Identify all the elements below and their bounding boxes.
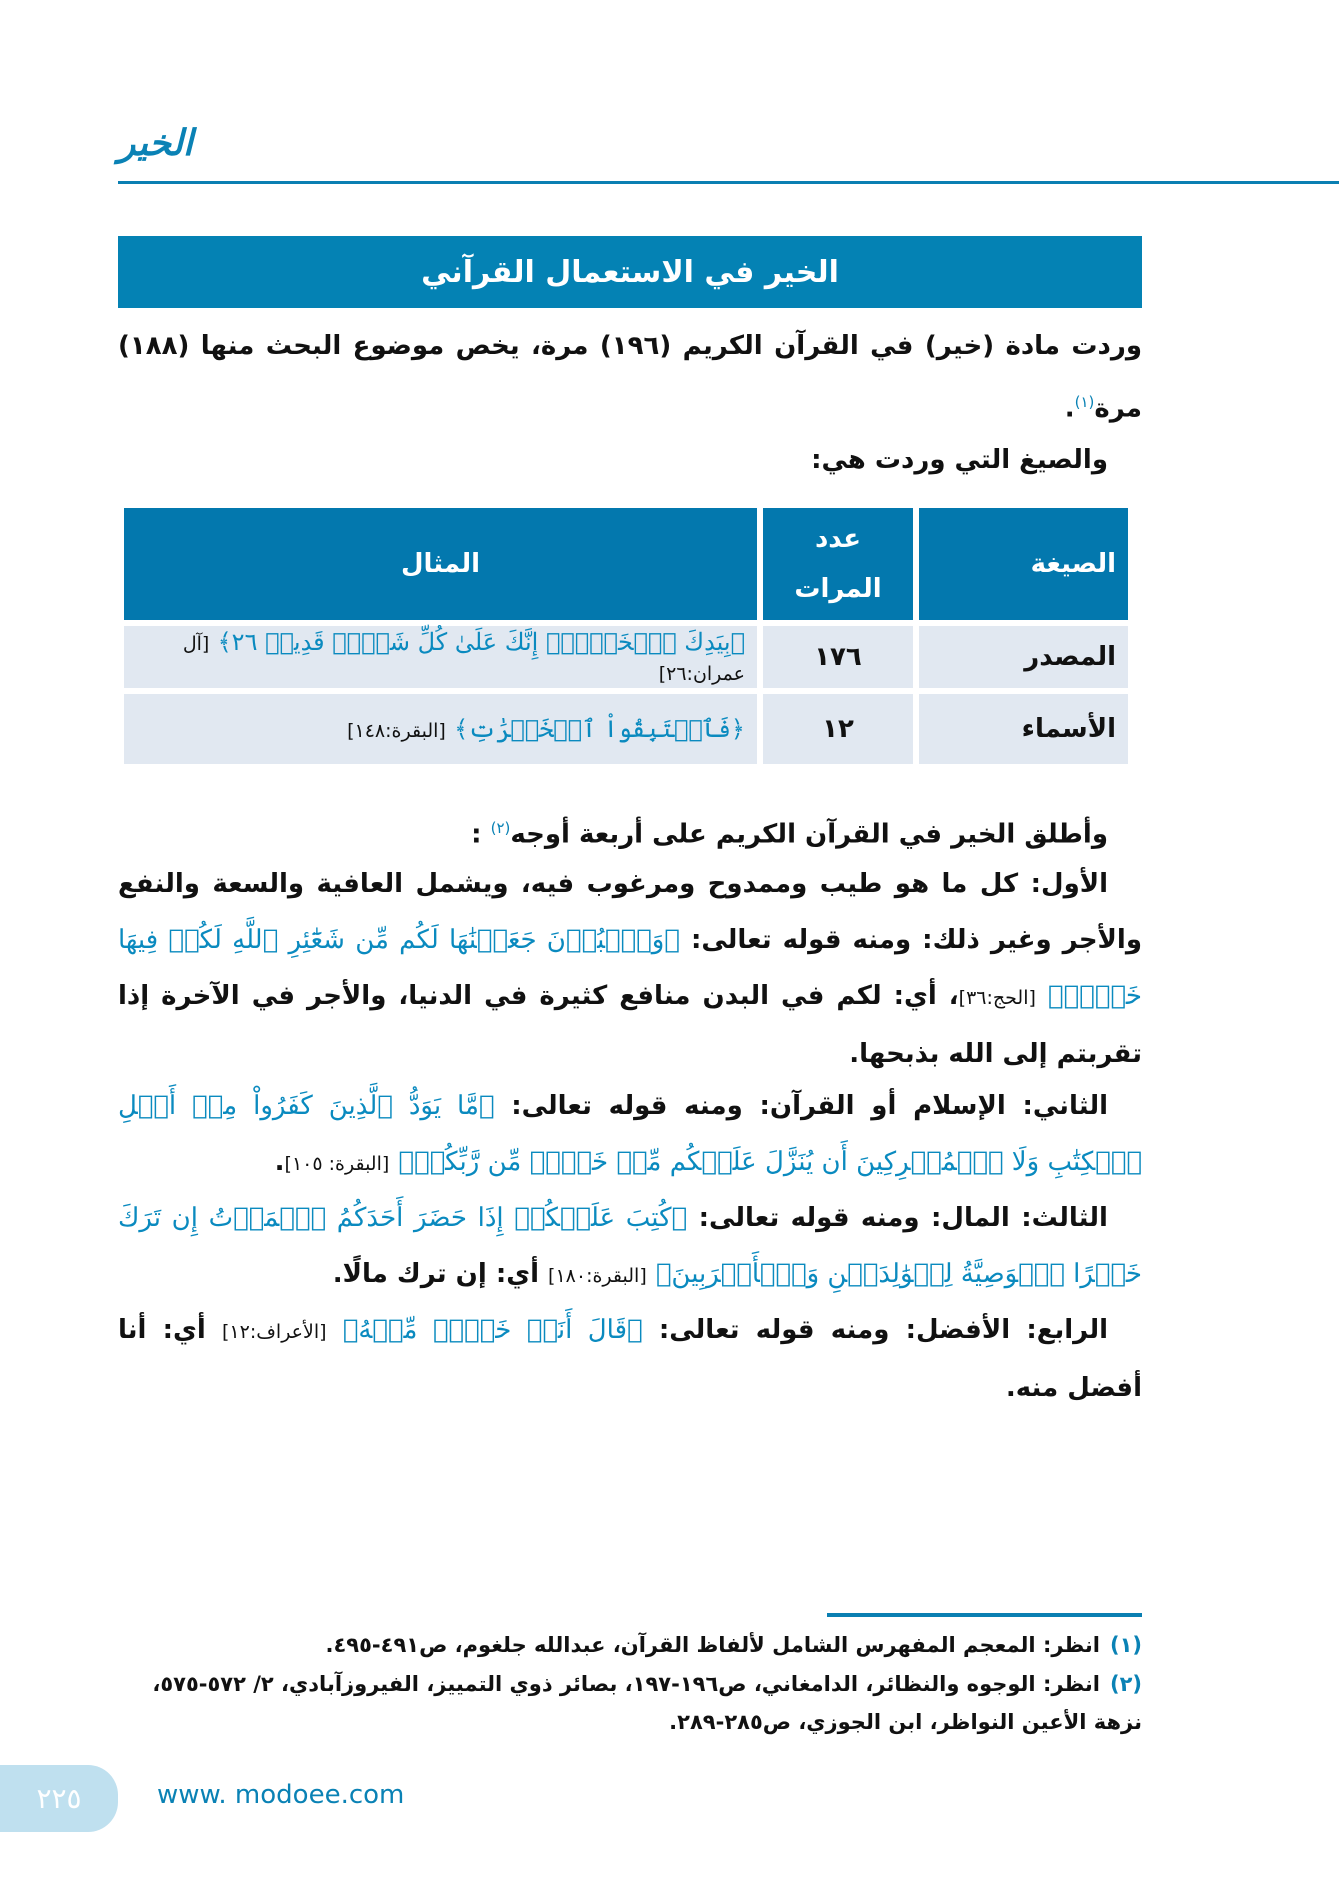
intro-text: وردت مادة (خير) في القرآن الكريم (١٩٦) مرة، يخص موضوع البحث منها (١٨٨) مرة bbox=[118, 331, 1142, 424]
header-example: المثال bbox=[124, 508, 757, 620]
row-count: ١٢ bbox=[763, 694, 913, 764]
item-after: ، أي: لكم في البدن منافع كثيرة في الدنيا، والأجر في الآخرة إذا تقربتم إلى الله بذبحها. bbox=[118, 981, 1142, 1069]
page-number-badge bbox=[0, 1765, 118, 1832]
item-verse: ﴿قَالَ أَنَا۠ خَيۡرٞ مِّنۡهُ﴾ bbox=[342, 1315, 643, 1345]
section-title: الخير في الاستعمال القرآني bbox=[421, 254, 839, 290]
header-count bbox=[763, 508, 913, 620]
verse: ﴿بِيَدِكَ ٱلۡخَيۡرُۖ إِنَّكَ عَلَىٰ كُلِّ شَيۡءٖ قَدِيرٞ ٢٦﴾ bbox=[217, 628, 745, 656]
meanings-lead-end: : bbox=[471, 819, 482, 850]
row-example bbox=[124, 694, 757, 764]
verse-ref: [آل عمران:٢٦] bbox=[182, 633, 745, 685]
item-verse: ﴿وَٱلۡبُدۡنَ جَعَلۡنَٰهَا لَكُم مِّن شَعَٰٓئِرِ ٱللَّهِ لَكُمۡ فِيهَا خَيۡرٞ﴾ bbox=[118, 925, 1142, 1011]
forms-lead: والصيغ التي وردت هي: bbox=[811, 445, 1108, 475]
item-ref: [البقرة:١٨٠] bbox=[548, 1265, 647, 1287]
forms-table bbox=[118, 502, 1134, 770]
meaning-item-1 bbox=[118, 856, 1142, 1082]
table-row bbox=[124, 694, 1128, 764]
meaning-item-2 bbox=[118, 1078, 1142, 1192]
row-form: المصدر bbox=[919, 626, 1128, 688]
site-link[interactable]: www. modoee.com bbox=[157, 1780, 405, 1810]
header-count-label: عدد المرات bbox=[794, 524, 882, 604]
footnote-ref-1[interactable]: (١) bbox=[1074, 393, 1095, 411]
meaning-item-3 bbox=[118, 1190, 1142, 1304]
header-form: الصيغة bbox=[919, 508, 1128, 620]
table-header-row bbox=[124, 508, 1128, 620]
item-label: الرابع: bbox=[1026, 1315, 1108, 1345]
item-verse: ﴿كُتِبَ عَلَيۡكُمۡ إِذَا حَضَرَ أَحَدَكُمُ ٱلۡمَوۡتُ إِن تَرَكَ خَيۡرًا ٱلۡوَصِيَّةُ لِلۡوَٰلِدَيۡنِ وَٱلۡأَقۡرَبِينَ﴾ bbox=[118, 1203, 1142, 1289]
item-after: . bbox=[274, 1147, 285, 1177]
item-label: الثالث: bbox=[1021, 1203, 1108, 1233]
section-title-bar bbox=[118, 236, 1142, 308]
page-number: ٢٢٥ bbox=[36, 1782, 82, 1815]
footnote-number: (٢) bbox=[1109, 1672, 1142, 1696]
item-text: الإسلام أو القرآن: ومنه قوله تعالى: bbox=[511, 1091, 1006, 1121]
table-row bbox=[124, 626, 1128, 688]
row-count: ١٧٦ bbox=[763, 626, 913, 688]
header-rule bbox=[118, 181, 1339, 184]
footnote-rule bbox=[827, 1613, 1142, 1617]
item-ref: [الأعراف:١٢] bbox=[221, 1321, 327, 1343]
item-ref: [الحج:٣٦] bbox=[958, 987, 1036, 1009]
row-example bbox=[124, 626, 757, 688]
footnote-text: انظر: الوجوه والنظائر، الدامغاني، ص١٩٦-١٩٧، بصائر ذوي التمييز، الفيروزآبادي، ٢/ ٥٧٢-٥٧٥، نزهة الأعين النواظر، ابن الجوزي، ص٢٨٥-٢٨٩. bbox=[152, 1672, 1142, 1734]
verse: ﴿فَٱسۡتَبِقُواْ ٱلۡخَيۡرَٰتِ﴾ bbox=[454, 715, 745, 743]
item-text: المال: ومنه قوله تعالى: bbox=[698, 1203, 1010, 1233]
meaning-item-4 bbox=[118, 1302, 1142, 1416]
footnote-2 bbox=[118, 1665, 1142, 1741]
item-label: الثاني: bbox=[1022, 1091, 1108, 1121]
verse-ref: [البقرة:١٤٨] bbox=[347, 720, 446, 742]
footnote-number: (١) bbox=[1109, 1633, 1142, 1657]
item-label: الأول: bbox=[1030, 869, 1108, 899]
item-verse: ﴿مَّا يَوَدُّ ٱلَّذِينَ كَفَرُواْ مِنۡ أَهۡلِ ٱلۡكِتَٰبِ وَلَا ٱلۡمُشۡرِكِينَ أَن يُنَزَّلَ عَلَيۡكُم مِّنۡ خَيۡرٖ مِّن رَّبِّكُمۡ﴾ bbox=[118, 1091, 1142, 1177]
item-after: أي: أنا أفضل منه. bbox=[118, 1315, 1142, 1403]
item-after: أي: إن ترك مالًا. bbox=[332, 1259, 549, 1289]
item-ref: [البقرة: ١٠٥] bbox=[284, 1153, 390, 1175]
footnote-ref-2[interactable]: (٢) bbox=[490, 819, 511, 837]
intro-end: . bbox=[1064, 393, 1075, 424]
footnote-1 bbox=[118, 1626, 1142, 1664]
running-title: الخير bbox=[118, 122, 193, 164]
footnote-text: انظر: المعجم المفهرس الشامل لألفاظ القرآن، عبدالله جلغوم، ص٤٩١-٤٩٥. bbox=[325, 1633, 1100, 1657]
item-text: الأفضل: ومنه قوله تعالى: bbox=[658, 1315, 1011, 1345]
meanings-lead bbox=[118, 800, 1142, 863]
meanings-lead-text: وأطلق الخير في القرآن الكريم على أربعة أوجه bbox=[510, 819, 1108, 850]
row-form: الأسماء bbox=[919, 694, 1128, 764]
item-text: كل ما هو طيب وممدوح ومرغوب فيه، ويشمل العافية والسعة والنفع والأجر وغير ذلك: ومنه قوله تعالى: bbox=[118, 869, 1142, 955]
intro-paragraph bbox=[118, 318, 1142, 437]
